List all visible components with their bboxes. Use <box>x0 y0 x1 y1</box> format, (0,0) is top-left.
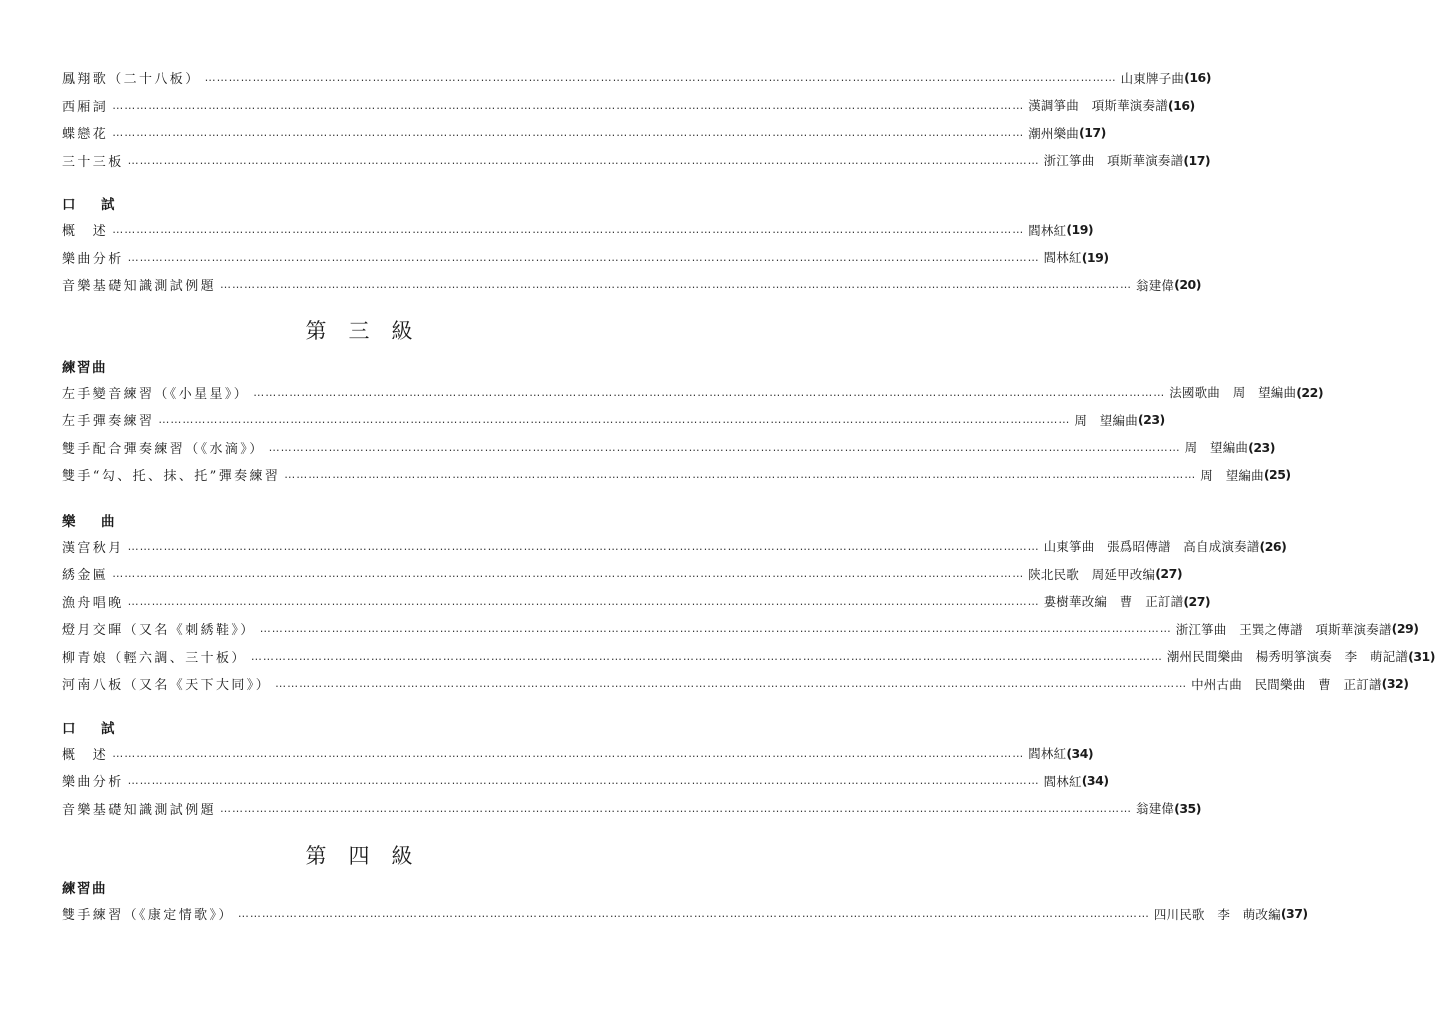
dot-leader: ………………………………………………………………………………………………………………………………………………………………………………………………………… <box>275 677 1188 691</box>
grade2-pieces-continued <box>62 64 1211 174</box>
entry-title: 雙手配合彈奏練習（《水滴》） <box>62 441 265 457</box>
dot-leader: ………………………………………………………………………………………………………………………………………………………………………………………………………… <box>204 71 1117 85</box>
entry-title: 概 述 <box>62 747 109 763</box>
entry-credit: 婁樹華改編 曹 正訂譜 <box>1043 594 1184 610</box>
toc-entry[interactable] <box>62 795 1201 823</box>
entry-page: (23) <box>1248 439 1275 455</box>
grade2-oral-section <box>62 194 1201 299</box>
entry-page: (25) <box>1263 467 1291 483</box>
toc-entry[interactable] <box>62 900 1308 928</box>
grade3-oral-section <box>62 718 1201 823</box>
dot-leader: ………………………………………………………………………………………………………………………………………………………………………………………………………… <box>127 250 1040 264</box>
entry-page: (16) <box>1184 70 1211 86</box>
dot-leader: ………………………………………………………………………………………………………………………………………………………………………………………………………… <box>237 907 1150 921</box>
entry-credit: 山東牌子曲 <box>1120 70 1185 86</box>
entry-title: 音樂基礎知識測試例題 <box>62 279 217 295</box>
entry-page: (29) <box>1391 621 1419 637</box>
toc-entry[interactable] <box>62 244 1109 272</box>
grade3-pieces-section <box>62 511 1435 698</box>
entry-title: 雙手練習（《康定情歌》） <box>62 908 234 924</box>
toc-entry[interactable] <box>62 379 1324 407</box>
entry-title: 蝶戀花 <box>62 127 109 143</box>
dot-leader: ………………………………………………………………………………………………………………………………………………………………………………………………………… <box>158 413 1071 427</box>
entry-page: (26) <box>1259 538 1287 554</box>
entry-credit: 陝北民歌 周延甲改编 <box>1028 566 1156 582</box>
grade-3-heading: 第三級 <box>305 318 435 343</box>
dot-leader: ………………………………………………………………………………………………………………………………………………………………………………………………………… <box>112 746 1025 760</box>
dot-leader: ………………………………………………………………………………………………………………………………………………………………………………………………………… <box>259 622 1172 636</box>
entry-credit: 翁建偉 <box>1136 801 1175 817</box>
entry-page: (34) <box>1066 745 1094 761</box>
entry-title: 燈月交暉（又名《刺綉鞋》） <box>62 623 256 639</box>
entry-credit: 法國歌曲 周 望編曲 <box>1169 385 1297 401</box>
dot-leader: ………………………………………………………………………………………………………………………………………………………………………………………………………… <box>253 385 1166 399</box>
entry-title: 三十三板 <box>62 154 124 170</box>
toc-entry[interactable] <box>62 533 1287 561</box>
entry-title: 樂曲分析 <box>62 251 124 267</box>
entry-credit: 潮州民間樂曲 楊秀明箏演奏 李 萌記譜 <box>1166 649 1409 665</box>
section-heading: 口 試 <box>62 720 121 737</box>
toc-entry[interactable] <box>62 434 1275 462</box>
dot-leader: ………………………………………………………………………………………………………………………………………………………………………………………………………… <box>268 440 1181 454</box>
entry-credit: 周 望編曲 <box>1074 412 1138 428</box>
entry-title: 綉金匾 <box>62 568 109 584</box>
section-heading: 口 試 <box>62 197 121 213</box>
toc-entry[interactable] <box>62 92 1195 120</box>
grade3-etudes-section <box>62 357 1324 489</box>
entry-credit: 中州古曲 民間樂曲 曹 正訂譜 <box>1191 676 1382 692</box>
entry-credit: 翁建偉 <box>1136 277 1175 293</box>
entry-page: (32) <box>1381 676 1409 692</box>
entry-page: (34) <box>1081 773 1109 789</box>
entry-credit: 山東箏曲 張爲昭傳譜 高自成演奏譜 <box>1043 539 1260 555</box>
entry-page: (35) <box>1174 800 1201 816</box>
entry-credit: 閻林紅 <box>1043 250 1082 266</box>
entry-title: 漁舟唱晚 <box>62 595 124 611</box>
toc-entry[interactable] <box>62 670 1409 698</box>
toc-entry[interactable] <box>62 147 1211 175</box>
dot-leader: ………………………………………………………………………………………………………………………………………………………………………………………………………… <box>112 567 1025 581</box>
section-heading: 練習曲 <box>62 359 107 376</box>
entry-page: (22) <box>1296 384 1324 400</box>
entry-page: (23) <box>1137 412 1165 428</box>
section-heading: 練習曲 <box>62 881 107 897</box>
entry-credit: 周 望編曲 <box>1184 440 1249 456</box>
entry-credit: 浙江箏曲 項斯華演奏譜 <box>1043 153 1184 169</box>
entry-page: (31) <box>1408 648 1435 664</box>
entry-credit: 浙江箏曲 王巽之傳譜 項斯華演奏譜 <box>1175 621 1392 637</box>
grade-4-heading: 第四級 <box>305 844 435 868</box>
toc-entry[interactable] <box>62 271 1201 299</box>
entry-credit: 四川民歌 李 萌改編 <box>1153 906 1281 922</box>
table-of-contents <box>62 64 1435 928</box>
entry-title: 左手變音練習（《小星星》） <box>62 386 250 402</box>
entry-page: (16) <box>1167 97 1195 113</box>
entry-page: (17) <box>1079 125 1106 141</box>
toc-entry[interactable] <box>62 461 1291 489</box>
entry-title: 雙手“勾、托、抹、托”彈奏練習 <box>62 469 281 485</box>
entry-title: 河南八板（又名《天下大同》） <box>62 678 272 694</box>
entry-title: 鳳翔歌（二十八板） <box>62 72 201 88</box>
dot-leader: ………………………………………………………………………………………………………………………………………………………………………………………………………… <box>220 801 1133 815</box>
toc-entry[interactable] <box>62 615 1419 643</box>
entry-title: 柳青娘（輕六調、三十板） <box>62 650 247 666</box>
toc-entry[interactable] <box>62 767 1109 795</box>
dot-leader: ………………………………………………………………………………………………………………………………………………………………………………………………………… <box>284 468 1197 482</box>
entry-credit: 潮州樂曲 <box>1028 125 1080 141</box>
entry-page: (20) <box>1174 277 1201 293</box>
entry-credit: 閻林紅 <box>1028 222 1067 238</box>
entry-title: 概 述 <box>62 224 109 240</box>
entry-page: (19) <box>1066 222 1094 238</box>
toc-entry[interactable] <box>62 216 1094 244</box>
dot-leader: ………………………………………………………………………………………………………………………………………………………………………………………………………… <box>220 278 1133 292</box>
toc-entry[interactable] <box>62 740 1094 768</box>
entry-title: 音樂基礎知識測試例題 <box>62 802 217 818</box>
dot-leader: ………………………………………………………………………………………………………………………………………………………………………………………………………… <box>127 539 1040 553</box>
dot-leader: ………………………………………………………………………………………………………………………………………………………………………………………………………… <box>127 774 1040 788</box>
entry-credit: 周 望編曲 <box>1200 467 1264 483</box>
entry-title: 樂曲分析 <box>62 775 124 791</box>
entry-credit: 閻林紅 <box>1028 746 1067 762</box>
toc-entry[interactable] <box>62 560 1183 588</box>
toc-entry[interactable] <box>62 64 1211 92</box>
entry-page: (27) <box>1183 593 1211 609</box>
dot-leader: ………………………………………………………………………………………………………………………………………………………………………………………………………… <box>112 223 1025 237</box>
entry-title: 西厢詞 <box>62 99 109 115</box>
dot-leader: ………………………………………………………………………………………………………………………………………………………………………………………………………… <box>127 594 1040 608</box>
entry-page: (19) <box>1081 249 1109 265</box>
dot-leader: ………………………………………………………………………………………………………………………………………………………………………………………………………… <box>112 98 1025 112</box>
entry-credit: 漢調箏曲 項斯華演奏譜 <box>1028 98 1168 114</box>
grade4-etudes-section <box>62 878 1308 928</box>
dot-leader: ………………………………………………………………………………………………………………………………………………………………………………………………………… <box>112 126 1025 140</box>
toc-entry[interactable] <box>62 406 1165 434</box>
dot-leader: ………………………………………………………………………………………………………………………………………………………………………………………………………… <box>127 153 1040 167</box>
entry-title: 左手彈奏練習 <box>62 414 155 430</box>
toc-entry[interactable] <box>62 588 1211 616</box>
entry-page: (37) <box>1280 906 1308 922</box>
section-heading: 樂 曲 <box>62 513 121 530</box>
dot-leader: ………………………………………………………………………………………………………………………………………………………………………………………………………… <box>250 649 1163 663</box>
entry-page: (17) <box>1183 152 1211 168</box>
toc-entry[interactable] <box>62 119 1106 147</box>
entry-title: 漢宫秋月 <box>62 540 124 556</box>
entry-page: (27) <box>1155 566 1183 582</box>
toc-entry[interactable] <box>62 643 1435 671</box>
entry-credit: 閻林紅 <box>1043 773 1082 789</box>
